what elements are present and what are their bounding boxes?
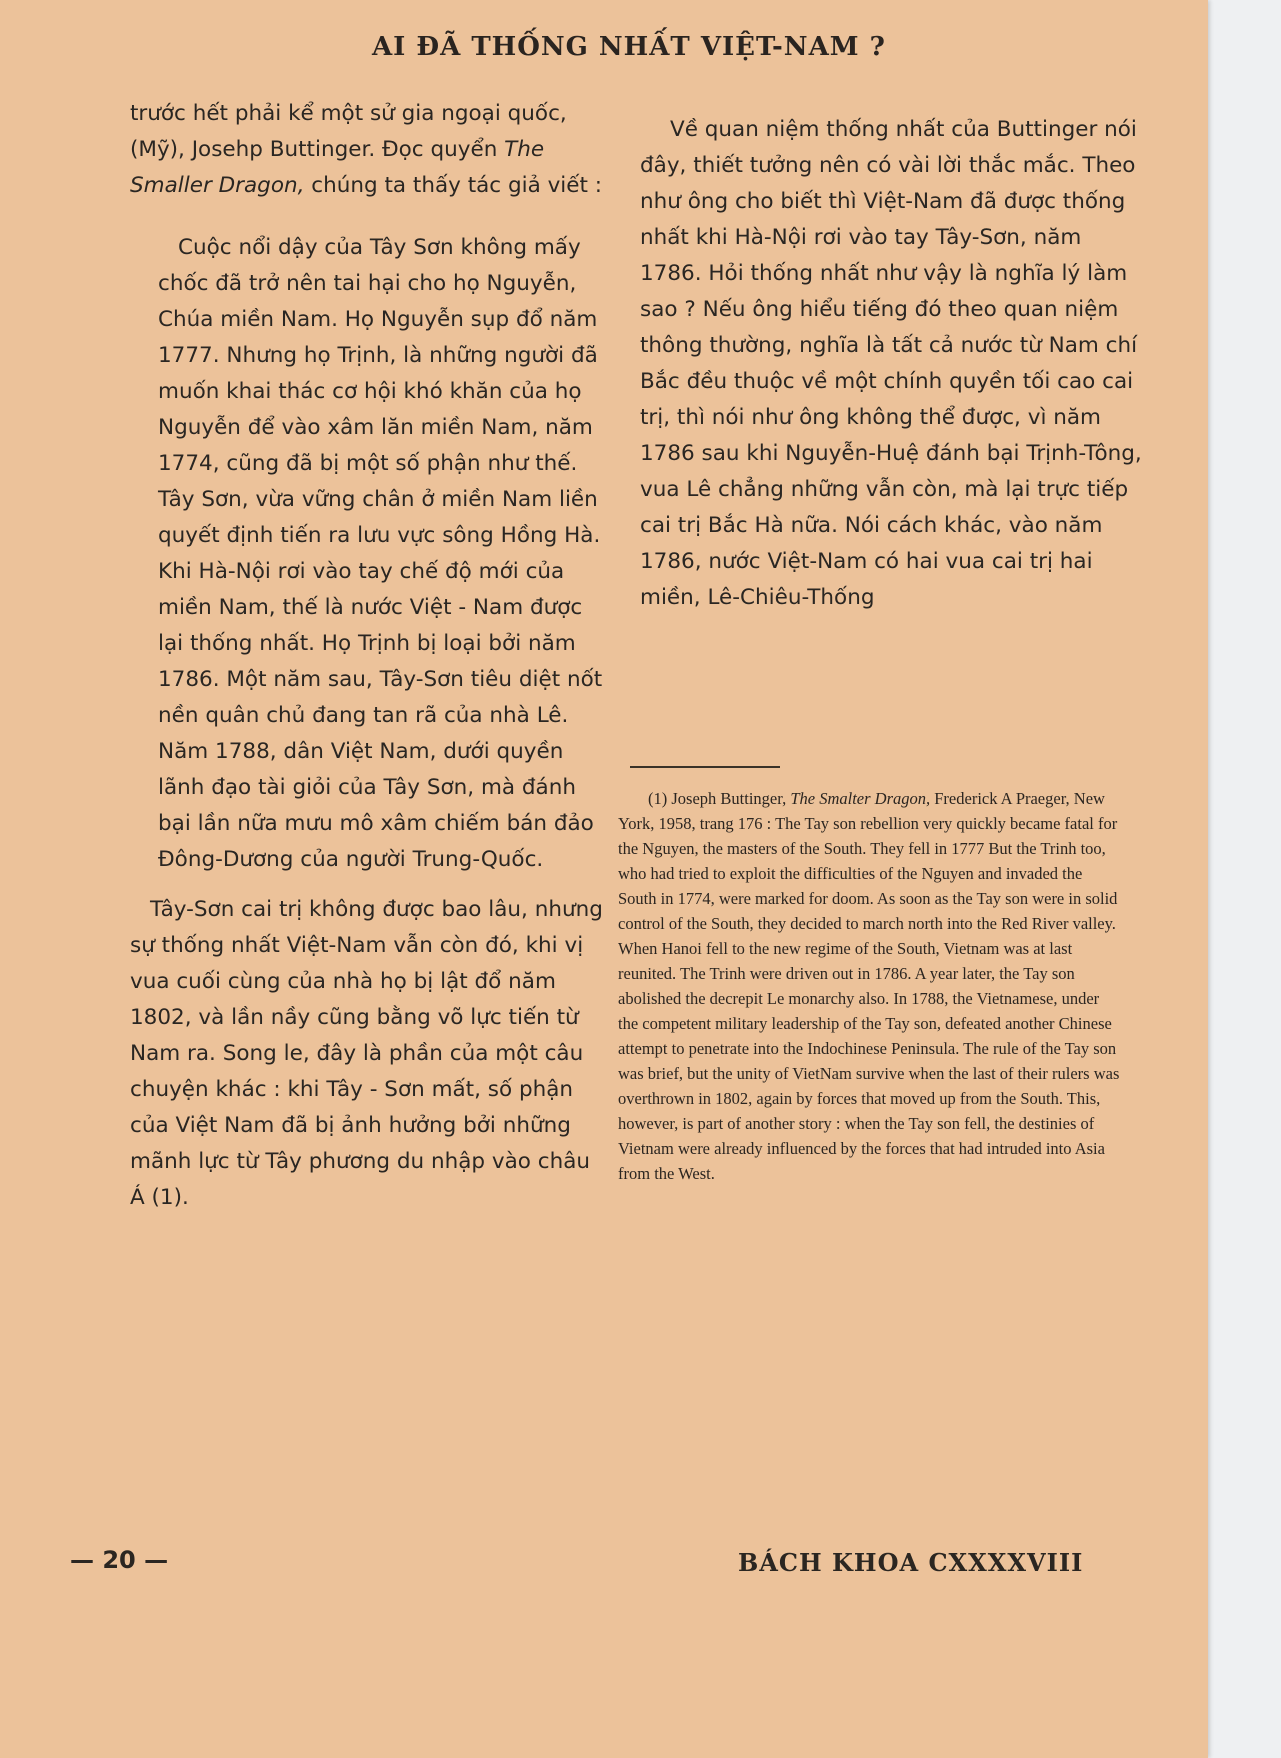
footnote-divider bbox=[630, 766, 780, 768]
left-column bbox=[130, 96, 610, 1216]
page-number: — 20 — bbox=[70, 1546, 169, 1574]
quoted-passage: Cuộc nổi dậy của Tây Sơn không mấy chốc đã trở nên tai hại cho họ Nguyễn, Chúa miền Nam. Họ Nguyễn sụp đổ năm 1777. Nhưng họ Trịnh, là những người đã muốn khai thác cơ hội khó khăn của họ Nguyễn để vào xâm lăn miền Nam, năm 1774, cũng đã bị một số phận như thế. Tây Sơn, vừa vững chân ở miền Nam liền quyết định tiến ra lưu vực sông Hồng Hà. Khi Hà-Nội rơi vào tay chế độ mới của miền Nam, thế là nước Việt - Nam được lại thống nhất. Họ Trịnh bị loại bởi năm 1786. Một năm sau, Tây-Sơn tiêu diệt nốt nền quân chủ đang tan rã của nhà Lê. Năm 1788, dân Việt Nam, dưới quyền lãnh đạo tài giỏi của Tây Sơn, mà đánh bại lần nữa mưu mô xâm chiếm bán đảo Đông-Dương của người Trung-Quốc. bbox=[158, 235, 603, 872]
journal-name: BÁCH KHOA CXXXXVIII bbox=[738, 1548, 1084, 1577]
footnote-book-title: The Smalter Dragon, bbox=[790, 789, 931, 808]
body-paragraph-right: Về quan niệm thống nhất của Buttinger nói đây, thiết tưởng nên có vài lời thắc mắc. Theo như ông cho biết thì Việt-Nam đã được thống nhất khi Hà-Nội rơi vào tay Tây-Sơn, năm 1786. Hỏi thống nhất như vậy là nghĩa lý làm sao ? Nếu ông hiểu tiếng đó theo quan niệm thông thường, nghĩa là tất cả nước từ Nam chí Bắc đều thuộc về một chính quyền tối cao cai trị, thì nói như ông không thể được, vì năm 1786 sau khi Nguyễn-Huệ đánh bại Trịnh-Tông, vua Lê chẳng những vẫn còn, mà lại trực tiếp cai trị Bắc Hà nữa. Nói cách khác, vào năm 1786, nước Việt-Nam có hai vua cai trị hai miền, Lê-Chiêu-Thống bbox=[640, 117, 1142, 610]
footnote bbox=[618, 786, 1123, 1186]
intro-text-after-title: chúng ta thấy tác giả viết : bbox=[304, 173, 603, 198]
body-paragraph: Tây-Sơn cai trị không được bao lâu, nhưng sự thống nhất Việt-Nam vẫn còn đó, khi vị vua cuối cùng của nhà họ bị lật đổ năm 1802, và lần nầy cũng bằng võ lực tiến từ Nam ra. Song le, đây là phần của một câu chuyện khác : khi Tây - Sơn mất, số phận của Việt Nam đã bị ảnh hưởng bởi những mãnh lực từ Tây phương du nhập vào châu Á (1). bbox=[130, 897, 603, 1210]
book-title: The Smaller Dragon, bbox=[130, 137, 545, 198]
intro-text-before-title: trước hết phải kể một sử gia ngoại quốc, (Mỹ), Josehp Buttinger. Đọc quyển bbox=[130, 101, 567, 162]
intro-paragraph bbox=[130, 96, 610, 204]
page-header-title: AI ĐÃ THỐNG NHẤT VIỆT-NAM ? bbox=[372, 32, 886, 62]
footnote-body: Frederick A Praeger, New York, 1958, trang 176 : The Tay son rebellion very quickly became fatal for the Nguyen, the masters of the South. They fell in 1777 But the Trinh too, who had tried to exploit the difficulties of the Nguyen and invaded the South in 1774, were marked for doom. As soon as the Tay son were in solid control of the South, they decided to march north into the Red River valley. When Hanoi fell to the new regime of the South, Vietnam was at last reunited. The Trinh were driven out in 1786. A year later, the Tay son abolished the decrepit Le monarchy also. In 1788, the Vietnamese, under the competent military leadership of the Tay son, defeated another Chinese attempt to penetrate into the Indochinese Peninsula. The rule of the Tay son was brief, but the unity of VietNam survive when the last of their rulers was overthrown in 1802, again by forces that moved up from the South. This, however, is part of another story : when the Tay son fell, the destinies of Vietnam were already influenced by the forces that had intruded into Asia from the West. bbox=[618, 789, 1120, 1183]
right-column bbox=[640, 112, 1145, 616]
footnote-lead: (1) Joseph Buttinger, bbox=[648, 789, 791, 808]
footnote-text bbox=[618, 786, 1123, 1186]
